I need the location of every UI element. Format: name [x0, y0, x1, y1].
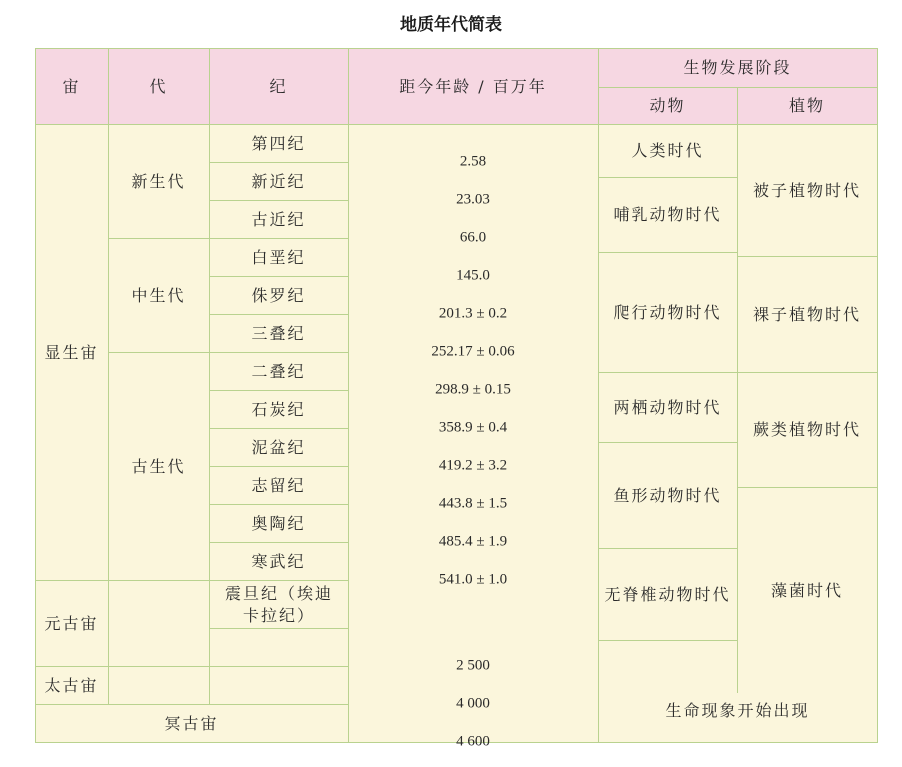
age-value: 4 600 — [456, 733, 490, 750]
plant-age-cell: 蕨类植物时代 — [752, 420, 861, 439]
age-value: 485.4 ± 1.9 — [438, 533, 508, 550]
animal-age-cell: 无脊椎动物时代 — [604, 584, 731, 604]
age-value: 4 000 — [456, 695, 490, 712]
period-cell: 石炭纪 — [251, 399, 306, 419]
period-cell: 震旦纪（埃迪卡拉纪） — [224, 583, 333, 625]
era-paleozoic: 古生代 — [131, 456, 186, 476]
period-cell: 新近纪 — [251, 171, 306, 191]
age-value: 2.58 — [459, 153, 487, 170]
period-cell: 寒武纪 — [251, 551, 306, 571]
period-cell: 二叠纪 — [251, 361, 306, 381]
header-age: 距今年龄 / 百万年 — [399, 76, 547, 96]
age-value: 252.17 ± 0.06 — [431, 343, 515, 360]
eon-proterozoic: 元古宙 — [44, 613, 99, 633]
header-eon: 宙 — [62, 76, 81, 96]
age-value: 358.9 ± 0.4 — [438, 419, 508, 436]
table-border-right — [877, 48, 878, 743]
age-value: 298.9 ± 0.15 — [435, 381, 511, 398]
age-value: 145.0 — [456, 267, 490, 284]
era-cenozoic: 新生代 — [131, 171, 186, 191]
eon-archean: 太古宙 — [44, 675, 99, 695]
period-row-line — [209, 628, 348, 629]
animal-age-cell: 爬行动物时代 — [613, 302, 722, 322]
plant-age-cell: 被子植物时代 — [752, 180, 861, 200]
animal-age-cell: 人类时代 — [631, 141, 704, 160]
period-cell: 第四纪 — [251, 133, 306, 153]
header-animal: 动物 — [649, 96, 686, 115]
plant-age-cell: 藻菌时代 — [770, 580, 843, 600]
table-title: 地质年代简表 — [400, 15, 502, 35]
animal-age-cell: 鱼形动物时代 — [613, 485, 722, 505]
age-value: 541.0 ± 1.0 — [438, 571, 508, 588]
header-bio-stage: 生物发展阶段 — [683, 58, 792, 77]
period-cell: 白垩纪 — [251, 247, 306, 267]
animal-row-line — [598, 640, 737, 641]
period-cell: 志留纪 — [251, 475, 306, 495]
life-origin-cell: 生命现象开始出现 — [665, 701, 810, 720]
period-cell: 古近纪 — [251, 209, 306, 229]
age-value: 2 500 — [456, 657, 490, 674]
period-cell: 奥陶纪 — [251, 513, 306, 533]
header-plant: 植物 — [788, 96, 825, 115]
age-value: 23.03 — [456, 191, 490, 208]
period-cell: 侏罗纪 — [251, 285, 306, 305]
eon-phanerozoic: 显生宙 — [44, 342, 99, 362]
animal-age-cell: 哺乳动物时代 — [613, 205, 722, 224]
age-value: 66.0 — [459, 229, 487, 246]
era-mesozoic: 中生代 — [131, 285, 186, 305]
header-era: 代 — [149, 76, 168, 96]
age-value: 419.2 ± 3.2 — [438, 457, 508, 474]
plant-age-cell: 裸子植物时代 — [752, 304, 861, 324]
age-value: 443.8 ± 1.5 — [438, 495, 508, 512]
period-cell: 三叠纪 — [251, 323, 306, 343]
animal-age-cell: 两栖动物时代 — [613, 397, 722, 417]
period-cell: 泥盆纪 — [251, 437, 306, 457]
age-value: 201.3 ± 0.2 — [438, 305, 508, 322]
eon-hadean: 冥古宙 — [164, 713, 219, 733]
header-period: 纪 — [269, 76, 288, 96]
